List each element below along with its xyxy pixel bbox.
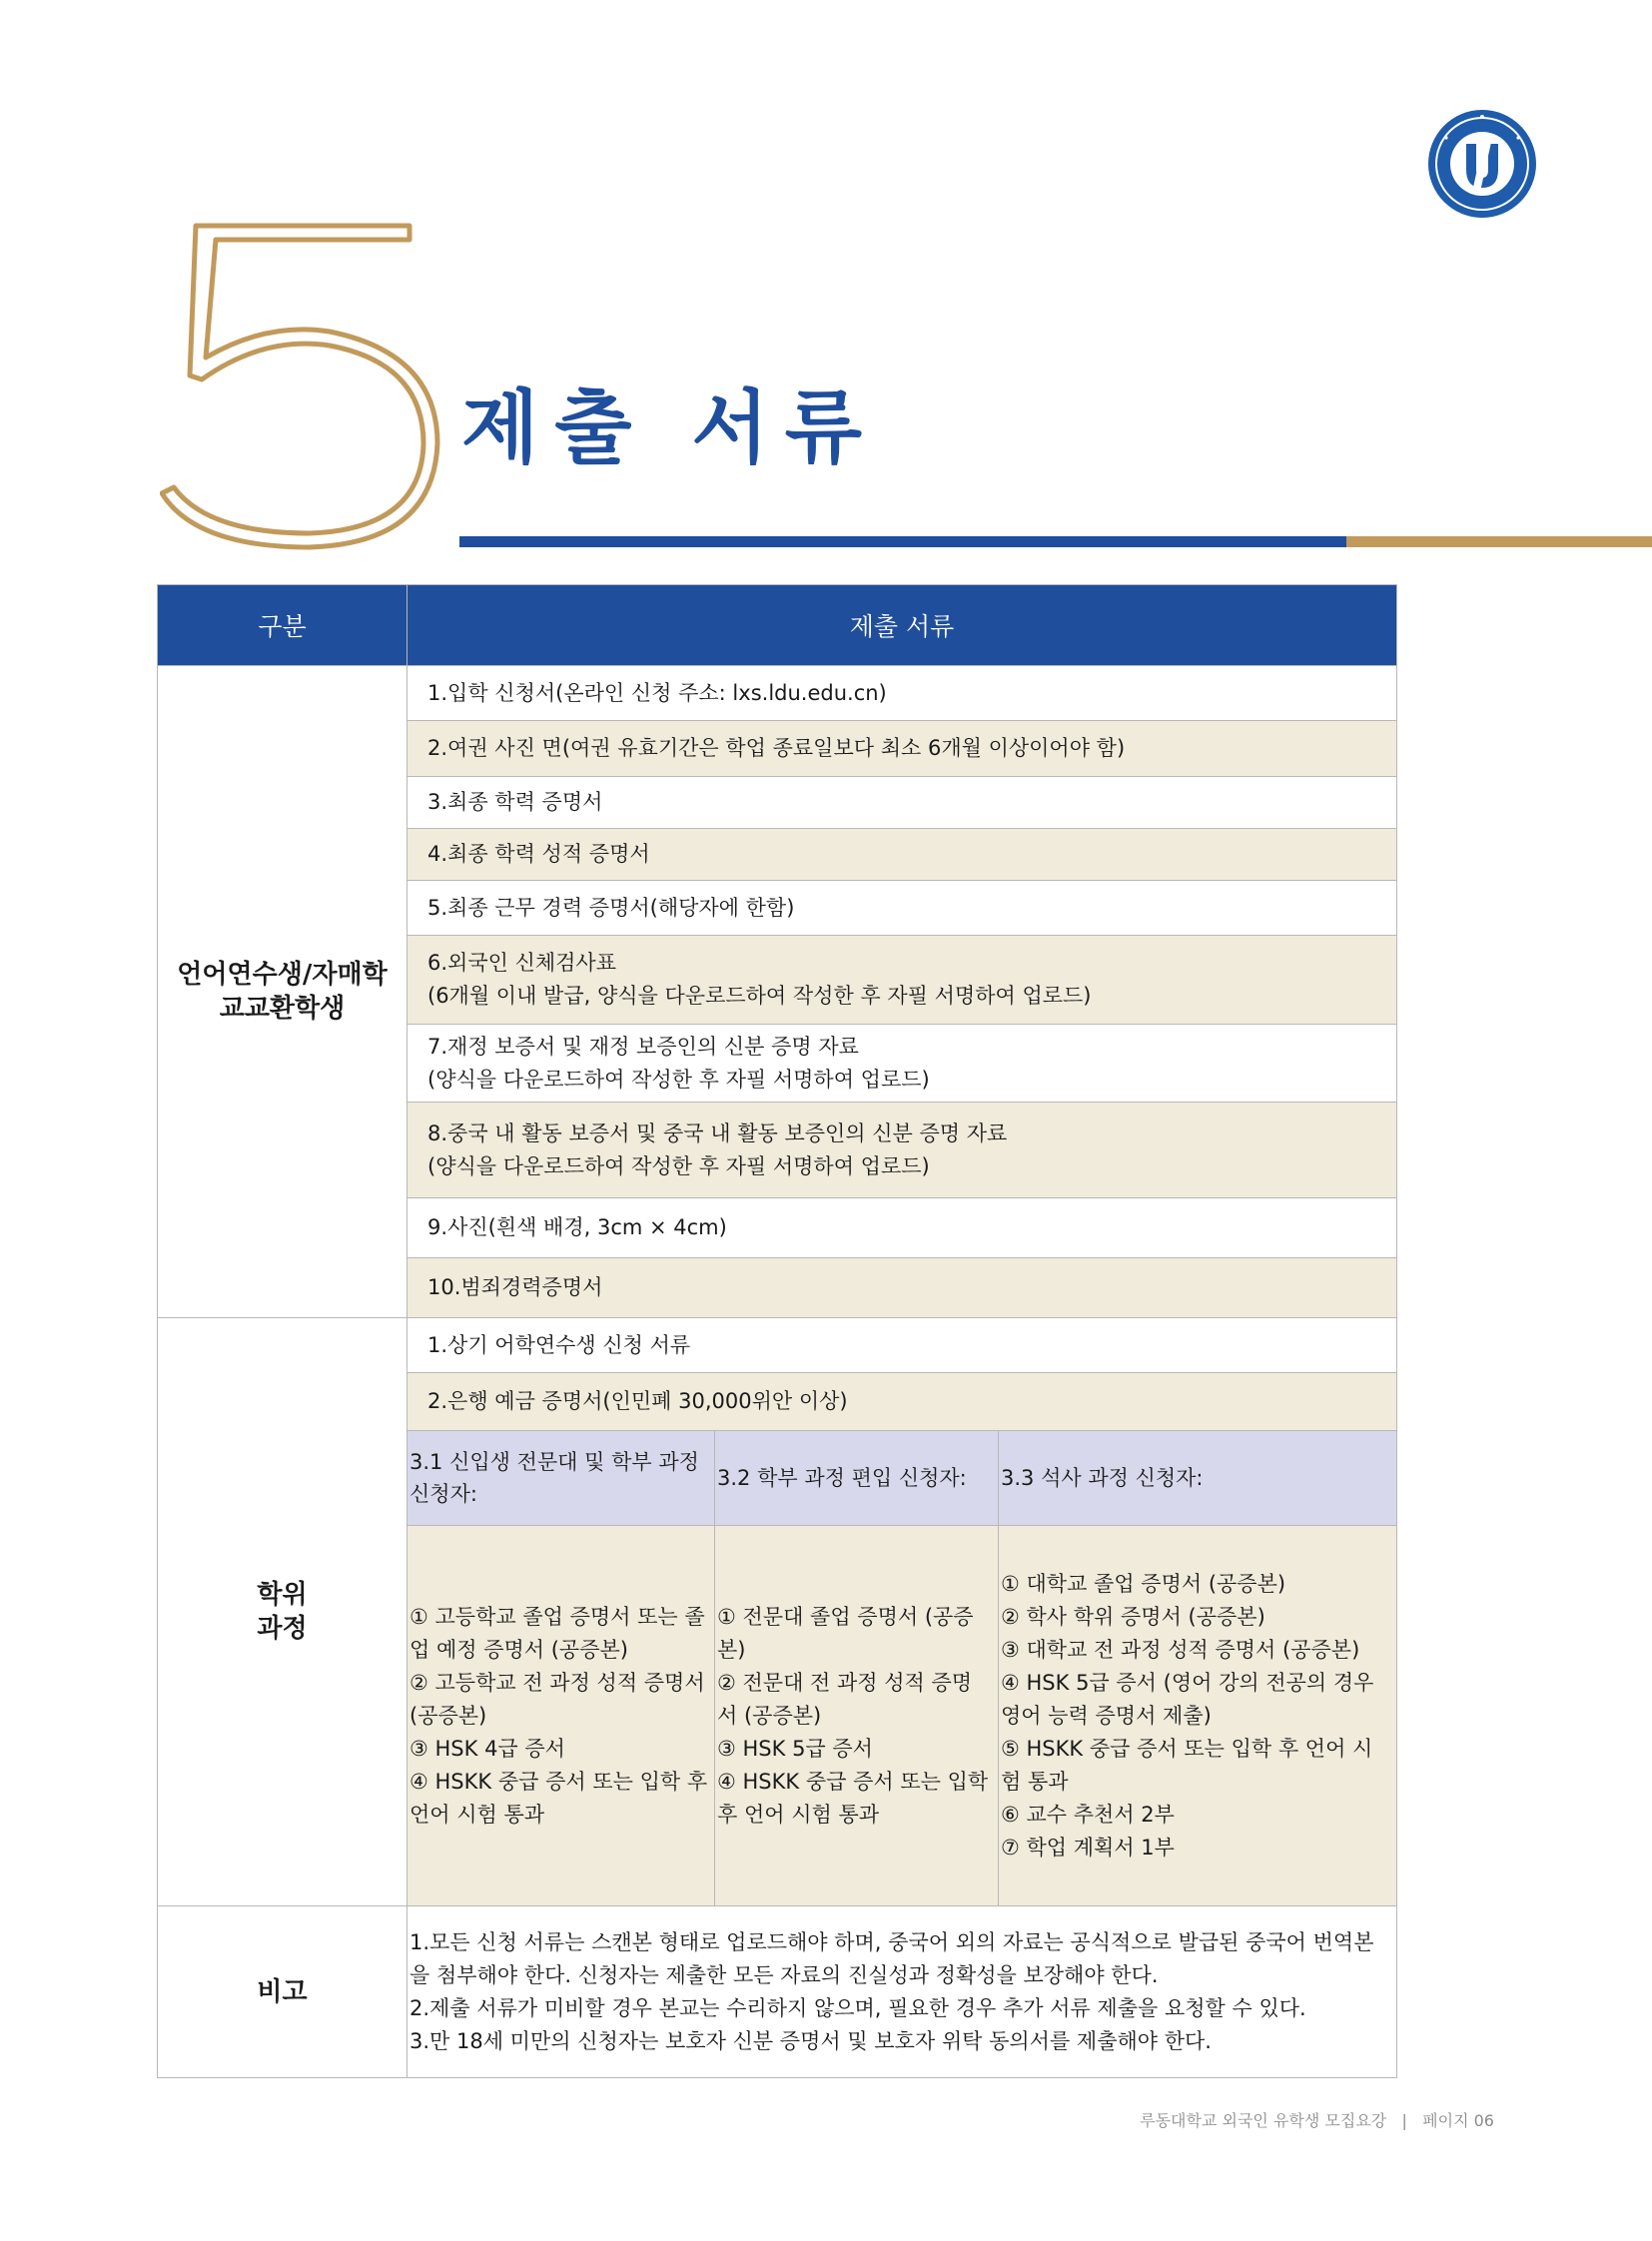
requirements-undergrad [408,1526,715,1906]
list-item: ④ HSKK 중급 증서 또는 입학 후 언어 시험 통과 [410,1769,708,1827]
page-title: 제출 서류 [461,380,878,474]
remark-line: 1.모든 신청 서류는 스캔본 형태로 업로드해야 하며, 중국어 외의 자료는 공식적으로 발급된 중국어 번역본을 첨부해야 한다. 신청자는 제출한 모든 자료의 진실성과 정확성을 보장해야 한다. [410,1929,1374,1987]
list-item: ③ HSK 4급 증서 [410,1736,565,1761]
header-documents: 제출 서류 [408,585,1397,666]
requirements-transfer [715,1526,999,1906]
category-language-exchange: 언어연수생/자매학교교환학생 [158,666,408,1318]
list-item: ② 전문대 전 과정 성적 증명서 (공증본) [717,1670,973,1728]
list-item: ② 학사 학위 증명서 (공증본) [1001,1604,1265,1629]
requirements-master [999,1526,1397,1906]
documents-table [157,584,1397,2078]
list-item: ⑤ HSKK 중급 증서 또는 입학 후 언어 시험 통과 [1001,1736,1373,1794]
doc-item: 10.범죄경력증명서 [408,1258,1397,1318]
list-item: ⑦ 학업 계획서 1부 [1001,1835,1175,1860]
doc-item: 1.상기 어학연수생 신청 서류 [408,1318,1397,1373]
doc-item: 3.최종 학력 증명서 [408,777,1397,829]
doc-item: 4.최종 학력 성적 증명서 [408,829,1397,881]
remark-line: 3.만 18세 미만의 신청자는 보호자 신분 증명서 및 보호자 위탁 동의서를 제출해야 한다. [410,2028,1212,2053]
doc-item: 6.외국인 신체검사표 (6개월 이내 발급, 양식을 다운로드하여 작성한 후 자필 서명하여 업로드) [408,936,1397,1025]
doc-item: 1.입학 신청서(온라인 신청 주소: lxs.ldu.edu.cn) [408,666,1397,721]
page-number: 페이지 06 [1422,2111,1494,2130]
title-underline-blue [459,536,1346,547]
doc-item: 8.중국 내 활동 보증서 및 중국 내 활동 보증인의 신분 증명 자료 (양식을 다운로드하여 작성한 후 자필 서명하여 업로드) [408,1103,1397,1198]
doc-item: 2.은행 예금 증명서(인민폐 30,000위안 이상) [408,1373,1397,1431]
list-item: ③ HSK 5급 증서 [717,1736,873,1761]
list-item: ① 전문대 졸업 증명서 (공증본) [717,1604,974,1662]
list-item: ① 고등학교 졸업 증명서 또는 졸업 예정 증명서 (공증본) [410,1604,705,1662]
list-item: ④ HSKK 중급 증서 또는 입학 후 언어 시험 통과 [717,1769,989,1827]
list-item: ③ 대학교 전 과정 성적 증명서 (공증본) [1001,1637,1360,1662]
list-item: ② 고등학교 전 과정 성적 증명서 (공증본) [410,1670,705,1728]
sub-header-transfer: 3.2 학부 과정 편입 신청자: [715,1431,999,1526]
university-seal-icon [1426,108,1538,220]
header-category: 구분 [158,585,408,666]
doc-item: 5.최종 근무 경력 증명서(해당자에 한함) [408,881,1397,936]
list-item: ⑥ 교수 추천서 2부 [1001,1802,1175,1827]
list-item: ④ HSK 5급 증서 (영어 강의 전공의 경우 영어 능력 증명서 제출) [1001,1670,1374,1728]
sub-header-undergrad: 3.1 신입생 전문대 및 학부 과정 신청자: [408,1431,715,1526]
doc-item: 9.사진(흰색 배경, 3cm × 4cm) [408,1198,1397,1258]
category-remarks: 비고 [158,1906,408,2078]
page-footer [1140,2108,1494,2131]
category-degree: 학위 과정 [158,1318,408,1906]
list-item: ① 대학교 졸업 증명서 (공증본) [1001,1571,1286,1596]
table-header-row [158,585,1397,666]
footer-separator: | [1401,2111,1407,2130]
remarks-text [408,1906,1397,2078]
section-number-graphic [160,218,449,552]
footer-title: 루동대학교 외국인 유학생 모집요강 [1140,2111,1387,2130]
sub-header-master: 3.3 석사 과정 신청자: [999,1431,1397,1526]
doc-item: 7.재정 보증서 및 재정 보증인의 신분 증명 자료 (양식을 다운로드하여 작성한 후 자필 서명하여 업로드) [408,1025,1397,1103]
doc-item: 2.여권 사진 면(여권 유효기간은 학업 종료일보다 최소 6개월 이상이어야 함) [408,721,1397,777]
title-underline-gold [1346,536,1652,547]
remark-line: 2.제출 서류가 미비할 경우 본교는 수리하지 않으며, 필요한 경우 추가 서류 제출을 요청할 수 있다. [410,1995,1306,2020]
